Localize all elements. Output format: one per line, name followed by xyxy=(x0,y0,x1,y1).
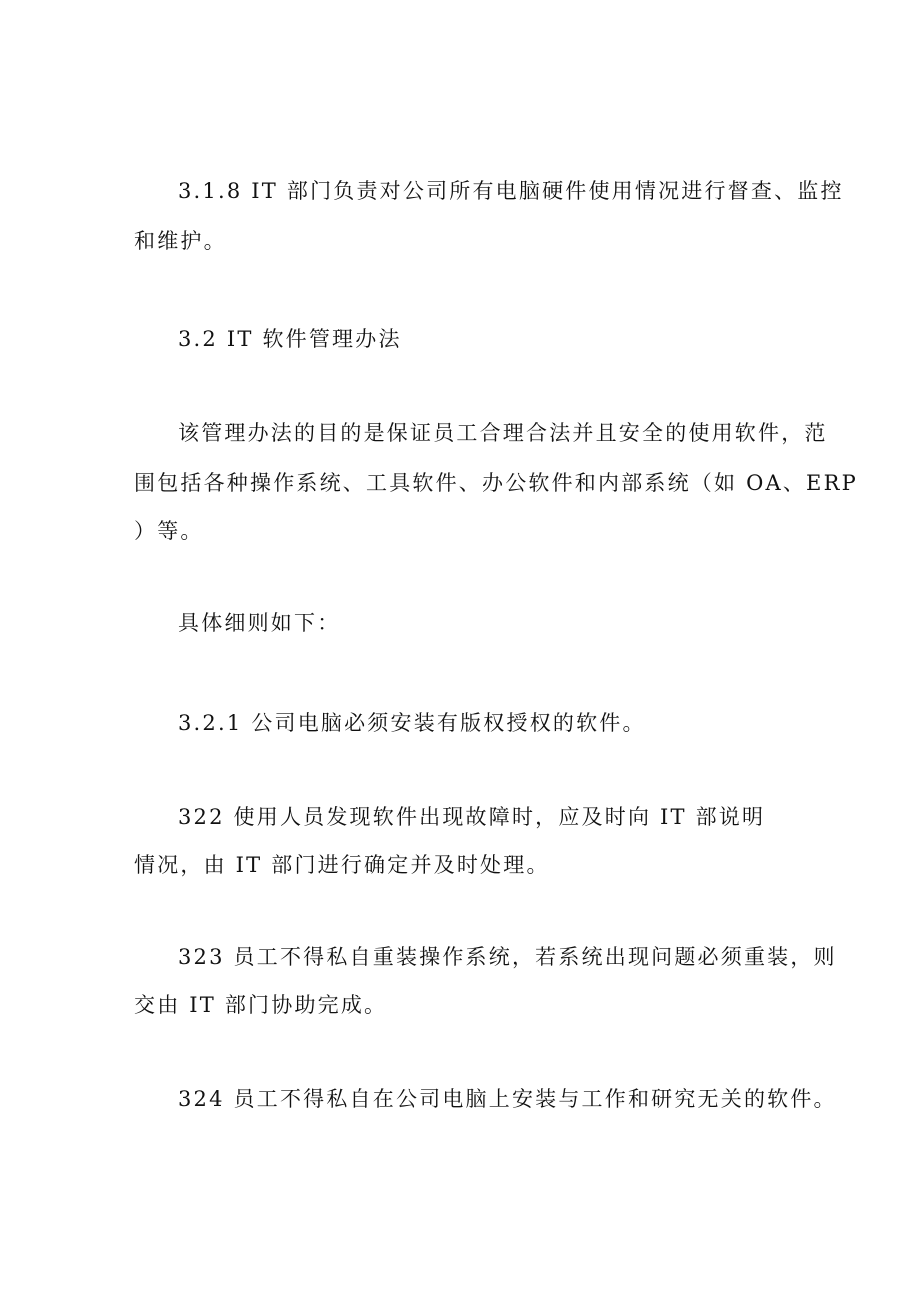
paragraph-323-line-2: 交由 IT 部门协助完成。 xyxy=(134,993,388,1017)
paragraph-purpose-line-3: ）等。 xyxy=(134,519,204,543)
paragraph-322-line-2: 情况，由 IT 部门进行确定并及时处理。 xyxy=(134,853,550,877)
section-heading-32: 3.2 IT 软件管理办法 xyxy=(178,327,402,351)
paragraph-purpose-line-2: 围包括各种操作系统、工具软件、办公软件和内部系统（如 OA、ERP xyxy=(134,471,858,495)
paragraph-318-line-1: 3.1.8 IT 部门负责对公司所有电脑硬件使用情况进行督查、监控 xyxy=(178,179,844,203)
paragraph-324: 324 员工不得私自在公司电脑上安装与工作和研究无关的软件。 xyxy=(178,1087,837,1111)
paragraph-details-intro: 具体细则如下： xyxy=(178,611,341,635)
paragraph-321: 3.2.1 公司电脑必须安装有版权授权的软件。 xyxy=(178,711,646,735)
paragraph-323-line-1: 323 员工不得私自重装操作系统，若系统出现问题必须重装，则 xyxy=(178,945,837,969)
paragraph-322-line-1: 322 使用人员发现软件出现故障时，应及时向 IT 部说明 xyxy=(178,805,766,829)
paragraph-318-line-2: 和维护。 xyxy=(134,229,227,253)
paragraph-purpose-line-1: 该管理办法的目的是保证员工合理合法并且安全的使用软件，范 xyxy=(178,421,828,445)
